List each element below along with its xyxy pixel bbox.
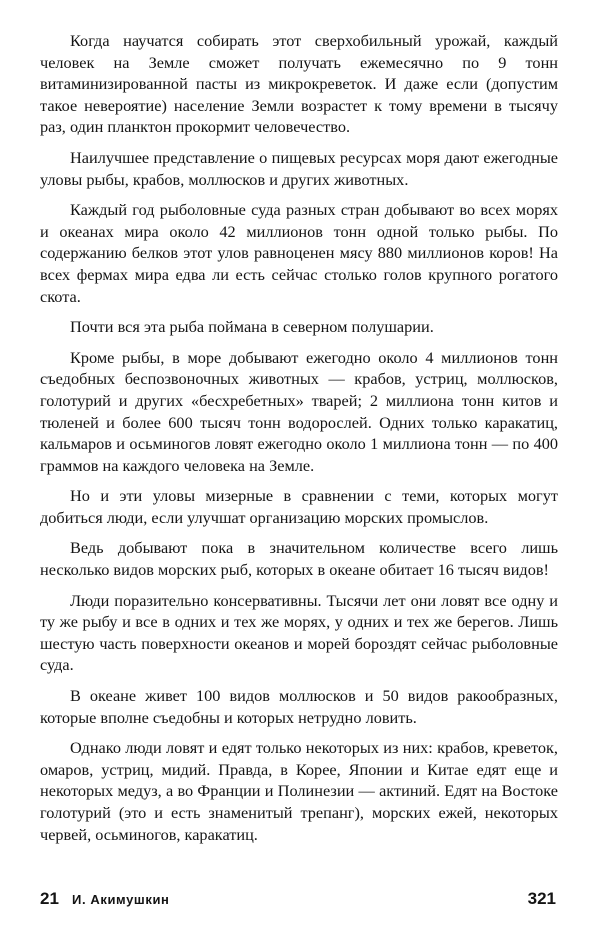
paragraph-10: Однако люди ловят и едят только некоторых из них: крабов, креветок, омаров, устриц, мидий. Правда, в Корее, Японии и Китае едят еще и некоторых медуз, а во Франции и Полинезии — актиний. Едят на Востоке голотурий (это и есть знаменитый трепанг), морских ежей, некоторых червей, осьминогов, каракатиц. — [40, 738, 558, 844]
paragraph-9: В океане живет 100 видов моллюсков и 50 видов ракообразных, которые вполне съедобны и которых нетрудно ловить. — [40, 686, 558, 727]
paragraph-3: Каждый год рыболовные суда разных стран добывают во всех морях и океанах мира около 42 миллионов тонн одной только рыбы. По содержанию белков этот улов равноценен мясу 880 миллионов коров! На всех фермах мира едва ли есть сейчас столько голов крупного рогатого скота. — [40, 200, 558, 306]
paragraph-4: Почти вся эта рыба поймана в северном полушарии. — [70, 317, 434, 337]
page-number: 321 — [527, 889, 556, 908]
page-body — [40, 30, 558, 854]
paragraph-6: Но и эти уловы мизерные в сравнении с теми, которых могут добиться люди, если улучшат организацию морских промыслов. — [40, 486, 558, 527]
signature-number: 21 — [40, 889, 59, 908]
paragraph-7: Ведь добывают пока в значительном количестве всего лишь несколько видов морских рыб, которых в океане обитает 16 тысяч видов! — [40, 538, 558, 580]
paragraph-2: Наилучшее представление о пищевых ресурсах моря дают ежегодные уловы рыбы, крабов, моллюсков и других животных. — [40, 147, 558, 189]
author-name: И. Акимушкин — [72, 892, 170, 907]
paragraph-8: Люди поразительно консервативны. Тысячи лет они ловят все одну и ту же рыбу и все в одних и тех же морях, у одних и тех же берегов. Лишь шестую часть поверхности океанов и морей бороздят сейчас рыболовные суда. — [40, 590, 558, 675]
page-footer — [40, 889, 558, 913]
paragraph-5: Кроме рыбы, в море добывают ежегодно около 4 миллионов тонн съедобных беспозвоночных животных — крабов, устриц, моллюсков, голотурий и других «бесхребетных» тварей; 2 миллиона тонн китов и тюленей и более 600 тысяч тонн водорослей. Одних только каракатиц, кальмаров и осьминогов ловят ежегодно около 1 миллиона тонн — по 400 граммов на каждого человека на Земле. — [40, 347, 558, 475]
paragraph-1: Когда научатся собирать этот сверхобильный урожай, каждый человек на Земле сможет получать ежемесячно по 9 тонн витаминизированной пасты из микрокреветок. И даже если (допустим такое невероятие) население Земли возрастет к тому времени в тысячу раз, один планктон прокормит человечество. — [40, 31, 558, 137]
